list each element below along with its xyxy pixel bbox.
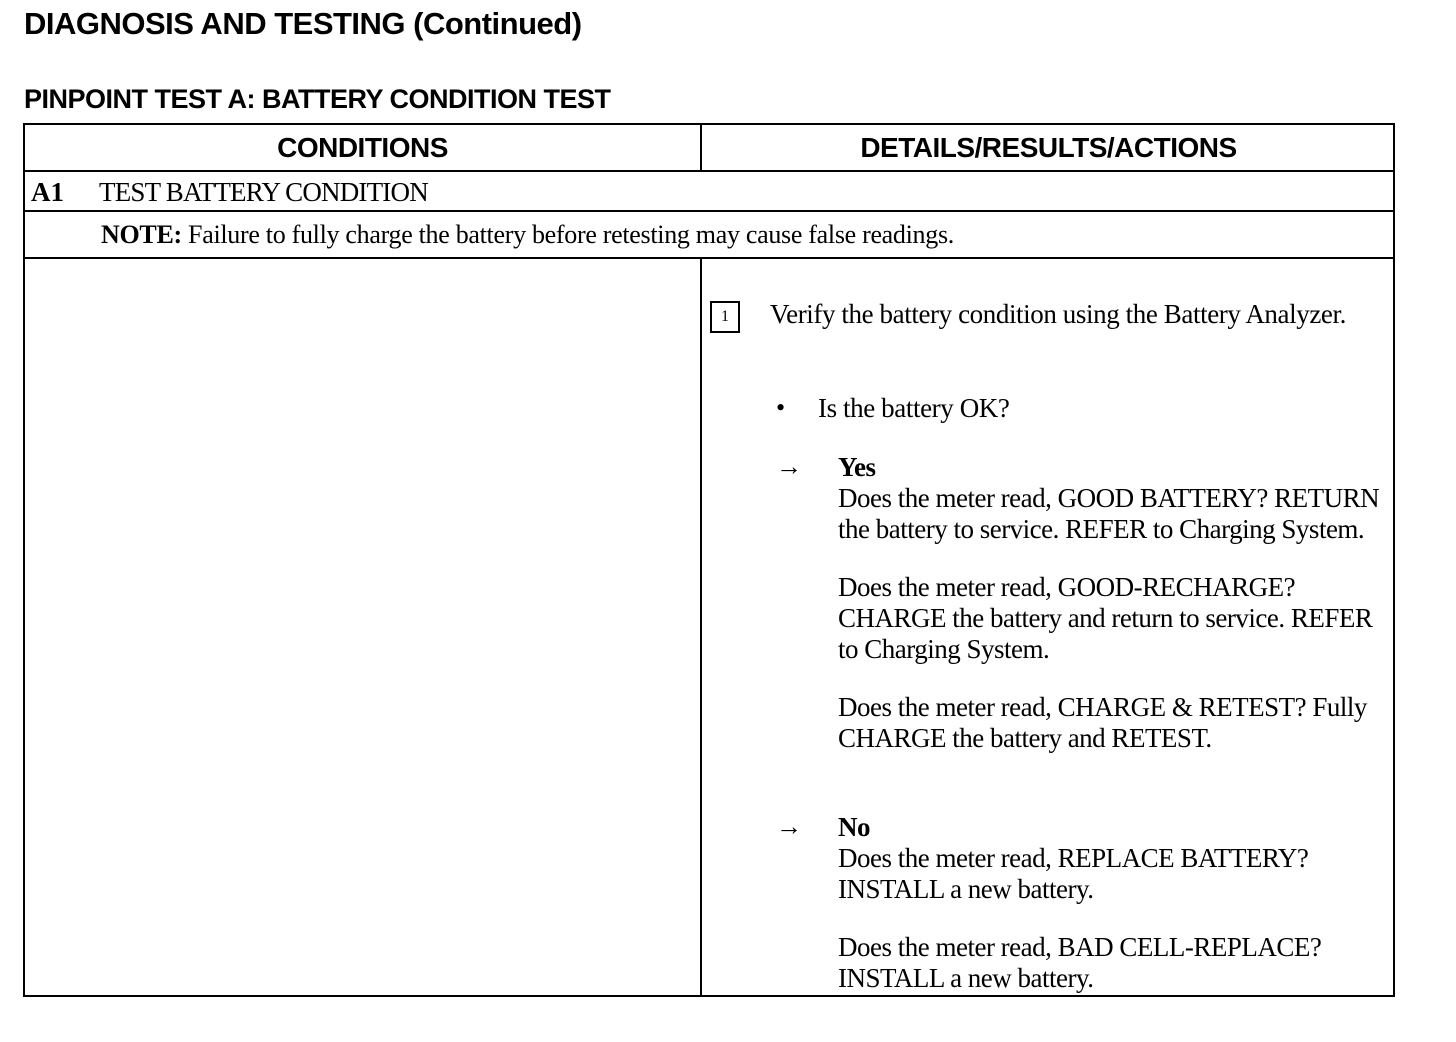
branch-paragraph: Does the meter read, GOOD BATTERY? RETURN the battery to service. REFER to Charging System. <box>838 483 1380 544</box>
step-title: TEST BATTERY CONDITION <box>99 177 428 207</box>
column-divider <box>700 125 702 170</box>
branch-label: No <box>838 812 870 842</box>
pinpoint-test-title: PINPOINT TEST A: BATTERY CONDITION TEST <box>24 84 611 114</box>
note-label: NOTE: <box>101 220 182 249</box>
branch-paragraph: Does the meter read, BAD CELL-REPLACE? INSTALL a new battery. <box>838 932 1322 993</box>
details-column-header: DETAILS/RESULTS/ACTIONS <box>860 132 1237 163</box>
step-row <box>25 172 1393 212</box>
branch-paragraph: Does the meter read, CHARGE & RETEST? Fully CHARGE the battery and RETEST. <box>838 692 1367 753</box>
step-id: A1 <box>31 177 64 207</box>
step-instruction: Verify the battery condition using the Battery Analyzer. <box>770 299 1346 329</box>
conditions-column-header: CONDITIONS <box>277 132 448 163</box>
branch-yes <box>838 452 1398 781</box>
branch-no <box>838 812 1398 1021</box>
branch-paragraph: Does the meter read, REPLACE BATTERY? INSTALL a new battery. <box>838 843 1309 904</box>
note <box>101 220 954 250</box>
details-cell <box>702 259 1393 995</box>
pinpoint-test-table <box>23 123 1395 997</box>
branch-label: Yes <box>838 452 876 482</box>
arrow-right-icon: → <box>776 812 802 841</box>
note-text: Failure to fully charge the battery before retesting may cause false readings. <box>188 220 954 249</box>
arrow-right-icon: → <box>776 452 802 481</box>
bullet-icon: • <box>776 393 786 422</box>
table-header-row <box>25 125 1393 172</box>
page-title: DIAGNOSIS AND TESTING (Continued) <box>24 6 582 41</box>
step-number-box: 1 <box>710 301 740 333</box>
branch-paragraph: Does the meter read, GOOD-RECHARGE? CHARGE the battery and return to service. REFER to Charging System. <box>838 572 1373 664</box>
step-question: Is the battery OK? <box>818 393 1010 423</box>
note-row <box>25 212 1393 259</box>
